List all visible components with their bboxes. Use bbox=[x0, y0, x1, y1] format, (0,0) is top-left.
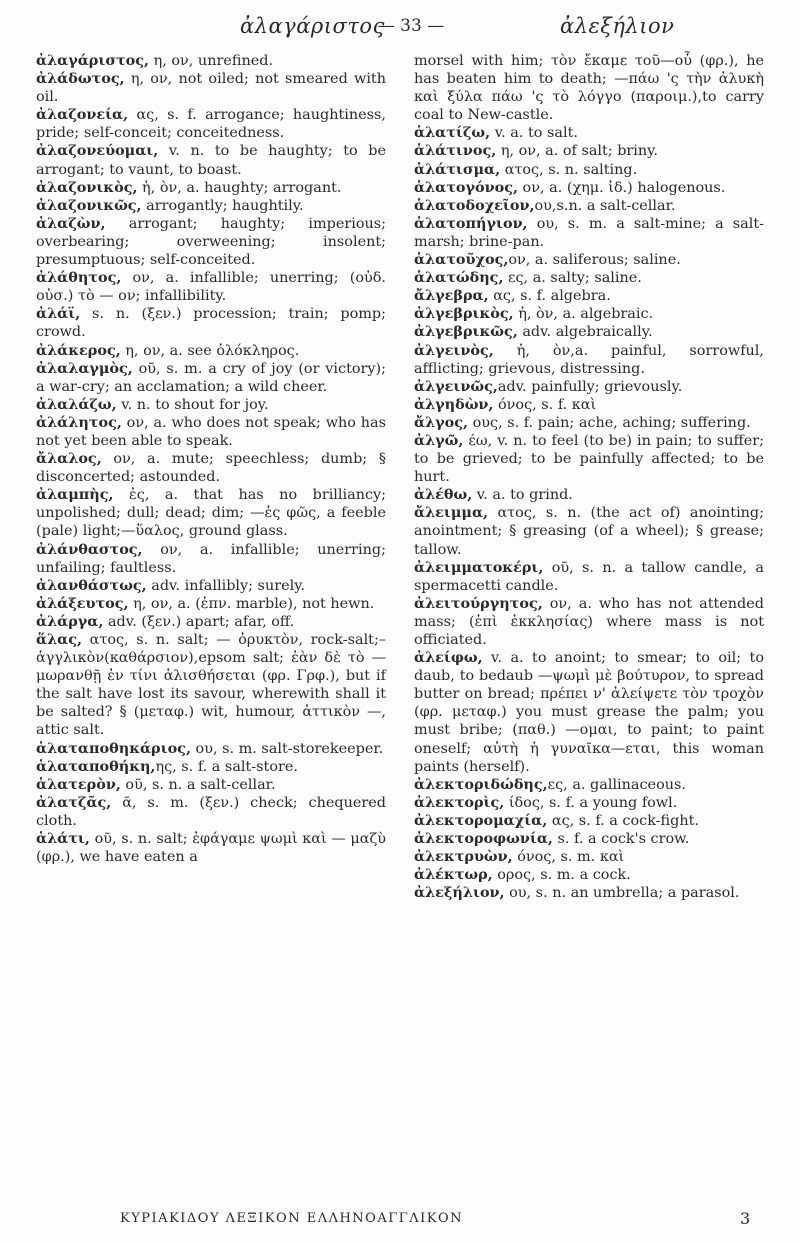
dictionary-entry bbox=[414, 323, 764, 341]
entry-definition: ον, a. infallible; unerring; unfailing; faultless. bbox=[36, 541, 386, 576]
entry-headword: ἀλγεινῶς, bbox=[414, 377, 498, 395]
entry-definition: ορος, s. m. a cock. bbox=[492, 867, 631, 884]
dictionary-entry bbox=[36, 360, 386, 396]
entry-headword: ἀλαζονεία, bbox=[36, 106, 129, 124]
entry-headword: ἁλατοῦχος, bbox=[414, 251, 509, 269]
entry-headword: ἄλγεβρα, bbox=[414, 287, 489, 305]
entry-definition: ἡ, ὸν, a. algebraic. bbox=[513, 306, 654, 323]
dictionary-entry bbox=[36, 758, 386, 776]
dictionary-entry bbox=[36, 269, 386, 305]
dictionary-entry bbox=[414, 649, 764, 776]
entry-definition: ες, a. gallinaceous. bbox=[547, 776, 686, 793]
entry-headword: ἀλγεβρικῶς, bbox=[414, 323, 518, 341]
entry-definition: ου, s. n. an umbrella; a parasol. bbox=[504, 885, 740, 902]
entry-definition: ἐς, a. that has no brilliancy; unpolished; dull; dead; dim; —ἐς φῶς, a feeble (pale) light;—ὕαλος, ground glass. bbox=[36, 487, 386, 540]
entry-definition: ον, a. saliferous; saline. bbox=[508, 252, 681, 269]
entry-definition: ας, s. f. algebra. bbox=[488, 288, 611, 305]
entry-headword: ἀλεξήλιον, bbox=[414, 884, 505, 902]
entry-headword: ἀλεκτρυὼν, bbox=[414, 848, 513, 866]
entry-headword: ἁλαταποθήκη, bbox=[36, 757, 156, 775]
dictionary-entry bbox=[414, 305, 764, 323]
entry-definition: ου,s.n. a salt-cellar. bbox=[534, 197, 676, 214]
dictionary-entry bbox=[36, 305, 386, 341]
footer-title: ΚΥΡΙΑΚΙΔΟΥ ΛΕΞΙΚΟΝ ΕΛΛΗΝΟΑΓΓΛΙΚΟΝ bbox=[120, 1211, 464, 1226]
entry-definition: όνος, s. f. καὶ bbox=[493, 396, 597, 413]
entry-headword: ἁλατερὸν, bbox=[36, 775, 121, 793]
entry-definition: ον, a. mute; speechless; dumb; § disconcerted; astounded. bbox=[36, 451, 386, 486]
entry-definition: s. f. a cock's crow. bbox=[552, 831, 690, 848]
entry-headword: ἀλγηδὼν, bbox=[414, 395, 494, 413]
entry-definition: ον, a. who does not speak; who has not yet been able to speak. bbox=[36, 414, 386, 449]
dictionary-entry bbox=[414, 812, 764, 830]
entry-definition: v. a. to anoint; to smear; to oil; to daub, to bedaub —ψωμὶ μὲ βούτυρον, to spread butter on bread; πρέπει ν' ἀλείψετε τὸν τροχὸν (φρ. μεταφ.) you must grease the palm; you must bribe; (παθ.) —ομαι, to paint; to paint oneself; αὐτὴ ἡ γυναῖκα—εται, this woman paints (herself). bbox=[414, 650, 764, 775]
entry-definition: η, ον, unrefined. bbox=[149, 53, 274, 69]
entry-definition: morsel with him; τὸν ἔκαμε τοῦ—οὖ (φρ.), he has beaten him to death; —πάω 'ς τὴν ἀλυκὴ καὶ ξύλα πάω 'ς τὸ λόγγο (παροιμ.),to carry coal to New-castle. bbox=[414, 53, 764, 124]
entry-definition: έω, v. n. to feel (to be) in pain; to suffer; to be grieved; to be painfully affected; to be hurt. bbox=[414, 432, 764, 486]
dictionary-entry bbox=[414, 830, 764, 848]
dictionary-entry bbox=[414, 52, 764, 124]
entry-definition: ον, a. infallible; unerring; (οὐδ. οὐσ.) τὸ — ον; infallibility. bbox=[36, 270, 386, 305]
entry-headword: ἀλανθάστως, bbox=[36, 576, 147, 594]
dictionary-entry bbox=[36, 215, 386, 269]
entry-headword: ἁλάτι, bbox=[36, 830, 90, 848]
entry-headword: ἁλατοδοχεῖον, bbox=[414, 196, 535, 214]
entry-definition: ἡ, ὸν,a. painful, sorrowful, afflicting; grievous, distressing. bbox=[414, 342, 764, 377]
entry-headword: ἄλαλος, bbox=[36, 450, 102, 468]
entry-definition: οῦ, s. n. a tallow candle, a spermacetti candle. bbox=[414, 559, 764, 594]
entry-headword: ἀλεκτοριδώδης, bbox=[414, 775, 548, 793]
entry-headword: ἀλγεινὸς, bbox=[414, 341, 494, 359]
dictionary-entry bbox=[414, 142, 764, 160]
dictionary-entry bbox=[36, 179, 386, 197]
dictionary-entry bbox=[414, 414, 764, 432]
dictionary-entry bbox=[414, 884, 764, 902]
entry-headword: ἀλάνθαστος, bbox=[36, 540, 143, 558]
dictionary-entry bbox=[414, 342, 764, 378]
entry-headword: ἁλαταποθηκάριος, bbox=[36, 739, 191, 757]
dictionary-entry bbox=[36, 794, 386, 830]
dictionary-entry bbox=[414, 269, 764, 287]
entry-headword: ἄλειμμα, bbox=[414, 504, 489, 522]
entry-definition: arrogant; haughty; imperious; overbearing; overweening; insolent; presumptuous; self-conceited. bbox=[36, 215, 386, 269]
dictionary-entry bbox=[414, 432, 764, 486]
dictionary-entry bbox=[414, 179, 764, 197]
left-column bbox=[36, 52, 386, 866]
right-guide-word: ἀλεξήλιον bbox=[560, 14, 675, 38]
dictionary-entry bbox=[36, 613, 386, 631]
entry-definition: v. a. to grind. bbox=[472, 487, 573, 504]
entry-headword: ἁλατίζω, bbox=[414, 124, 491, 142]
dictionary-entry bbox=[36, 396, 386, 414]
entry-definition: v. n. to be haughty; to be arrogant; to vaunt, to boast. bbox=[36, 143, 386, 178]
entry-definition: ας, s. f. arrogance; haughtiness, pride; self-conceit; conceitedness. bbox=[36, 107, 386, 142]
dictionary-entry bbox=[414, 866, 764, 884]
entry-headword: ἀλγῶ, bbox=[414, 431, 464, 449]
dictionary-entry bbox=[414, 215, 764, 251]
entry-headword: ἀλειμματοκέρι, bbox=[414, 558, 544, 576]
entry-headword: ἀλγεβρικὸς, bbox=[414, 305, 514, 323]
entry-headword: ἁλατώδης, bbox=[414, 269, 504, 287]
dictionary-entry bbox=[414, 794, 764, 812]
entry-headword: ἀλαζονικὸς, bbox=[36, 178, 138, 196]
dictionary-entry bbox=[414, 486, 764, 504]
dictionary-entry bbox=[36, 414, 386, 450]
entry-headword: ἀλείφω, bbox=[414, 649, 483, 667]
dictionary-entry bbox=[414, 504, 764, 558]
page-footer bbox=[0, 1211, 800, 1235]
entry-headword: ἀλάκερος, bbox=[36, 341, 121, 359]
entry-definition: όνος, s. m. καὶ bbox=[512, 849, 625, 866]
entry-definition: ου, s. m. a salt-mine; a salt-marsh; brine-pan. bbox=[414, 215, 764, 250]
entry-definition: ατος, s. n. (the act of) anointing; anointment; § greasing (of a wheel); § grease; tallow. bbox=[414, 505, 764, 558]
entry-definition: η, ον, a. (ἐπν. marble), not hewn. bbox=[128, 595, 375, 612]
entry-headword: ἀλεκτοροφωνία, bbox=[414, 830, 553, 848]
entry-headword: ἀλάργα, bbox=[36, 612, 104, 630]
dictionary-entry bbox=[414, 595, 764, 649]
entry-definition: ἡ, ὸν, a. haughty; arrogant. bbox=[137, 179, 342, 196]
entry-headword: ἀλεκτορομαχία, bbox=[414, 811, 548, 829]
entry-headword: ἀλαλαγμὸς, bbox=[36, 359, 133, 377]
entry-definition: ον, a. who has not attended mass; (ἐπὶ ἐκκλησίας) where mass is not officiated. bbox=[414, 595, 764, 648]
entry-definition: ᾶ, s. m. (ξεν.) check; chequered cloth. bbox=[36, 794, 386, 829]
entry-headword: ἀλάλητος, bbox=[36, 413, 122, 431]
entry-headword: ἁλάτινος, bbox=[414, 142, 497, 160]
dictionary-entry bbox=[36, 197, 386, 215]
dictionary-entry bbox=[36, 342, 386, 360]
dictionary-entry bbox=[414, 124, 764, 142]
entry-headword: ἀλέκτωρ, bbox=[414, 866, 493, 884]
entry-headword: ἀλάξευτος, bbox=[36, 594, 129, 612]
entry-definition: adv. algebraically. bbox=[517, 324, 653, 341]
entry-definition: οῦ, s. n. salt; ἐφάγαμε ψωμὶ καὶ — μαζὺ (φρ.), we have eaten a bbox=[36, 831, 386, 866]
dictionary-entry bbox=[414, 559, 764, 595]
entry-definition: adv. infallibly; surely. bbox=[146, 577, 306, 594]
dictionary-entry bbox=[36, 142, 386, 178]
dictionary-entry bbox=[36, 486, 386, 540]
entry-definition: v. a. to salt. bbox=[490, 125, 578, 142]
dictionary-entry bbox=[414, 197, 764, 215]
entry-headword: ἀλαγάριστος, bbox=[36, 52, 150, 69]
entry-headword: ἀλατζᾶς, bbox=[36, 793, 112, 811]
dictionary-entry bbox=[414, 287, 764, 305]
entry-headword: ἀλέθω, bbox=[414, 486, 473, 504]
entry-headword: ἀλειτούργητος, bbox=[414, 594, 543, 612]
entry-definition: ίδος, s. f. a young fowl. bbox=[504, 794, 678, 811]
entry-headword: ἀλαζονικῶς, bbox=[36, 196, 142, 214]
entry-headword: ἅλας, bbox=[36, 631, 83, 648]
dictionary-entry bbox=[36, 740, 386, 758]
dictionary-entry bbox=[36, 776, 386, 794]
entry-definition: οῦ, s. m. a cry of joy (or victory); a war-cry; an acclamation; a wild cheer. bbox=[36, 360, 386, 395]
entry-definition: ης, s. f. a salt-store. bbox=[155, 758, 298, 775]
entry-headword: ἀλάϊ, bbox=[36, 305, 81, 323]
entry-headword: ἀλαζονεύομαι, bbox=[36, 142, 159, 160]
left-guide-word: ἀλαγάριστος bbox=[240, 14, 385, 38]
dictionary-entry bbox=[414, 378, 764, 396]
entry-headword: ἁλάτισμα, bbox=[414, 160, 501, 178]
dictionary-entry bbox=[36, 541, 386, 577]
dictionary-entry bbox=[36, 595, 386, 613]
entry-definition: η, ον, a. of salt; briny. bbox=[496, 143, 658, 160]
dictionary-entry bbox=[36, 52, 386, 70]
dictionary-entry bbox=[36, 70, 386, 106]
entry-definition: ου, s. m. salt-storekeeper. bbox=[190, 740, 384, 757]
entry-headword: ἀλαζὼν, bbox=[36, 214, 106, 232]
dictionary-entry bbox=[414, 848, 764, 866]
dictionary-entry bbox=[36, 631, 386, 740]
right-column bbox=[414, 52, 764, 902]
dictionary-entry bbox=[36, 450, 386, 486]
page-number: — 33 — bbox=[377, 16, 445, 36]
entry-headword: ἁλατοπήγιον, bbox=[414, 214, 528, 232]
entry-definition: ους, s. f. pain; ache, aching; suffering. bbox=[468, 414, 751, 431]
dictionary-entry bbox=[414, 396, 764, 414]
entry-definition: ατος, s. n. salting. bbox=[500, 161, 638, 178]
entry-definition: s. n. (ξεν.) procession; train; pomp; crowd. bbox=[36, 306, 386, 341]
entry-definition: arrogantly; haughtily. bbox=[141, 197, 304, 214]
entry-definition: η, ον, not oiled; not smeared with oil. bbox=[36, 71, 386, 106]
entry-definition: ας, s. f. a cock-fight. bbox=[547, 812, 699, 829]
entry-definition: v. n. to shout for joy. bbox=[116, 396, 269, 413]
entry-definition: η, ον, a. see ὁλόκληρος. bbox=[120, 342, 300, 359]
footer-number: 3 bbox=[740, 1209, 751, 1228]
entry-definition: ον, a. (χημ. ἰδ.) halogenous. bbox=[517, 179, 726, 196]
entry-headword: ἀλαμπὴς, bbox=[36, 486, 114, 504]
entry-definition: οῦ, s. n. a salt-cellar. bbox=[120, 776, 276, 793]
entry-headword: ἀλαλάζω, bbox=[36, 395, 117, 413]
entry-headword: ἀλάθητος, bbox=[36, 269, 122, 287]
dictionary-entry bbox=[36, 577, 386, 595]
entry-definition: adv. (ξεν.) apart; afar, off. bbox=[103, 613, 295, 630]
entry-definition: adv. painfully; grievously. bbox=[497, 378, 683, 395]
entry-headword: ἀλεκτορὶς, bbox=[414, 793, 505, 811]
entry-definition: ατος, s. n. salt; — ὀρυκτὸν, rock-salt;–ἀγγλικὸν(καθάρσιον),epsom salt; ἐὰν δὲ τὸ —μωρανθῇ ἐν τίνι ἁλισθήσεται (φρ. Γρφ.), but if the salt have lost its savour, wherewith shall it be salted? § (μεταφ.) wit, humour, ἀττικὸν —, attic salt. bbox=[36, 632, 386, 739]
entry-headword: ἄλγος, bbox=[414, 413, 469, 431]
dictionary-entry bbox=[36, 106, 386, 142]
page-header bbox=[0, 8, 800, 38]
dictionary-entry bbox=[36, 830, 386, 866]
dictionary-entry bbox=[414, 251, 764, 269]
entry-headword: ἀλάδωτος, bbox=[36, 70, 125, 88]
entry-definition: ες, a. salty; saline. bbox=[503, 270, 642, 287]
dictionary-entry bbox=[414, 776, 764, 794]
dictionary-entry bbox=[414, 161, 764, 179]
entry-headword: ἁλατογόνος, bbox=[414, 178, 518, 196]
